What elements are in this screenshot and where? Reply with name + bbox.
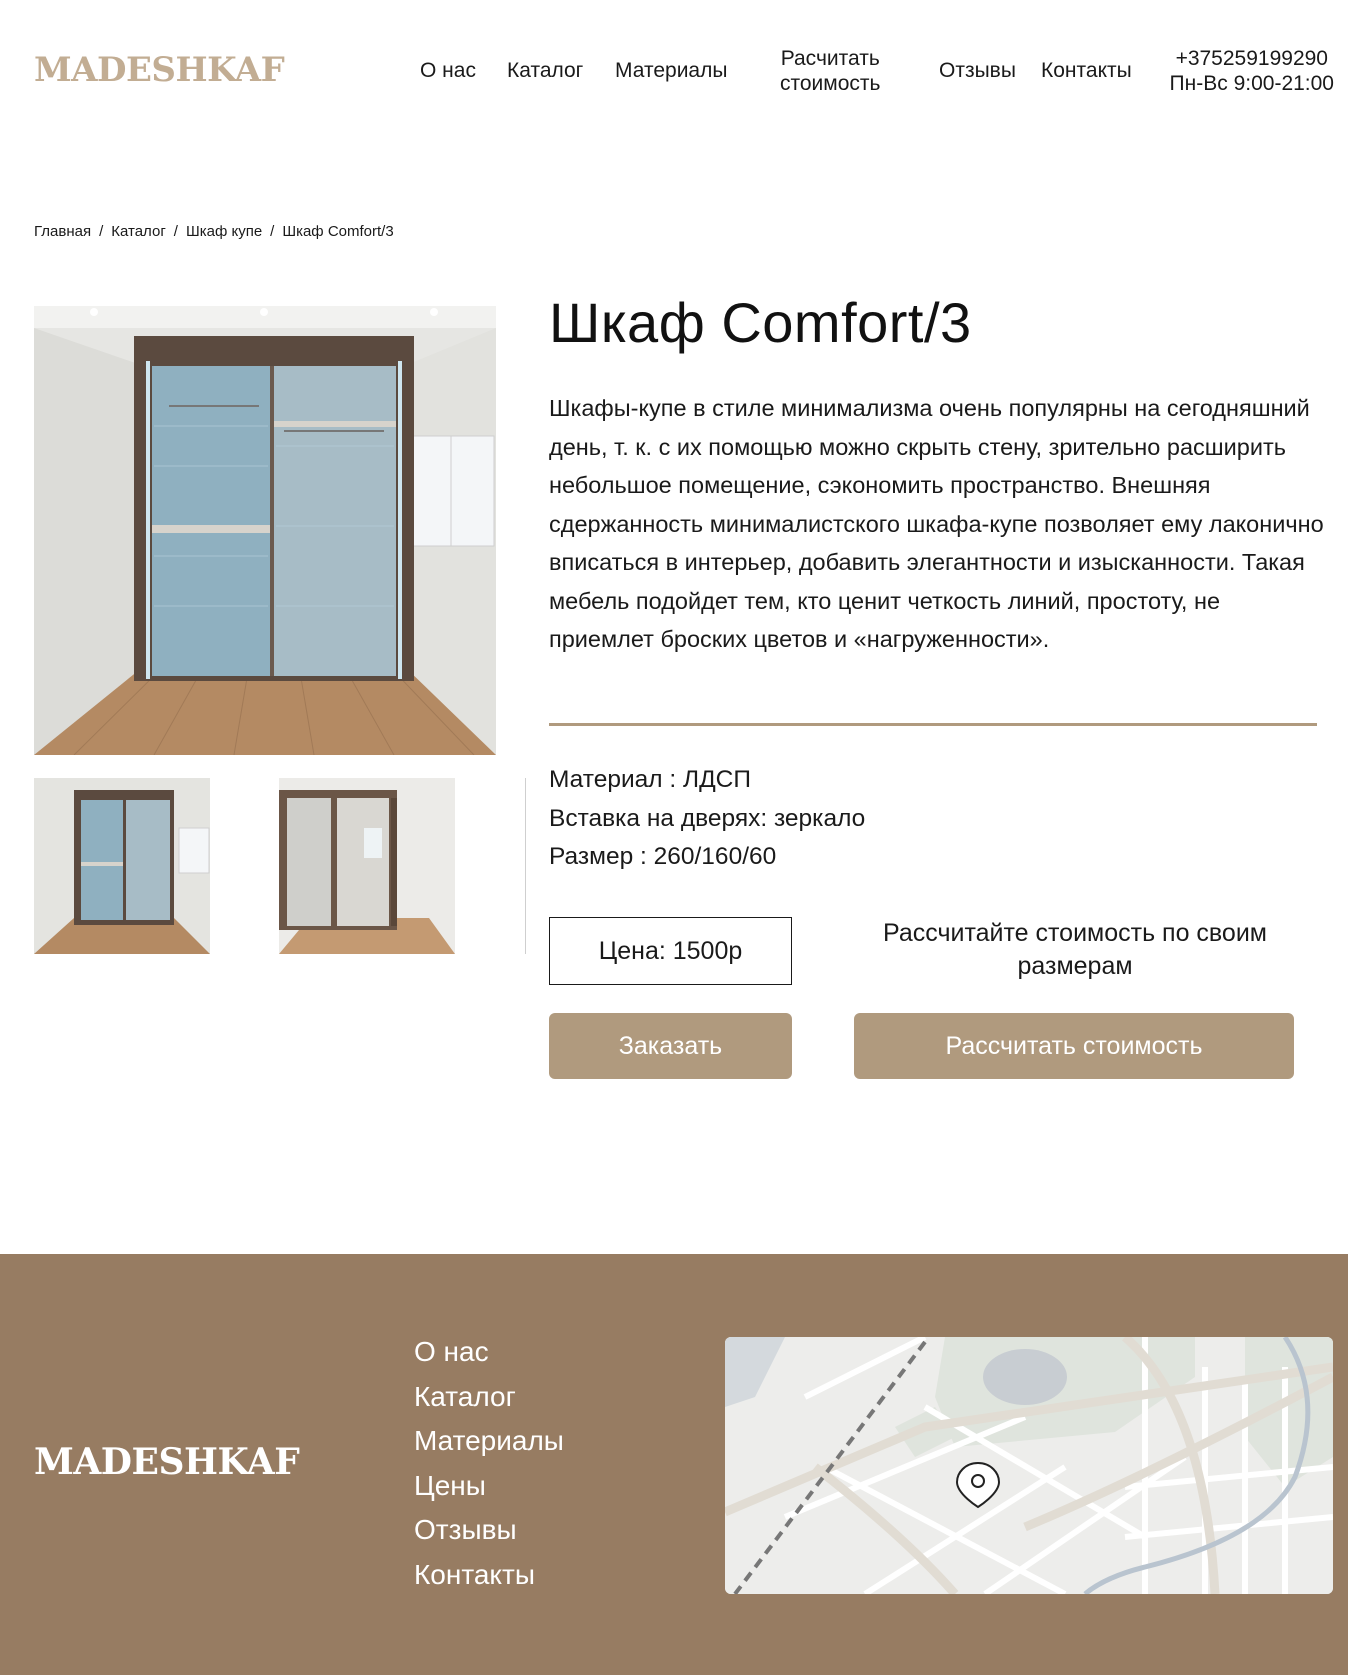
site-header	[0, 0, 1348, 150]
breadcrumb-separator: /	[173, 223, 178, 240]
thumbnail-closed-wardrobe	[279, 778, 455, 954]
footer-link-catalog[interactable]: Каталог	[414, 1380, 516, 1412]
product-description: Шкафы-купе в стиле минимализма очень популярны на сегодняшний день, т. к. с их помощью можно скрыть стену, зрительно расширить небольшое помещение, сэкономить пространство. Внешняя сдержанность минималистского шкафа-купе позволяет ему лаконично вписаться в интерьер, добавить элегантности и изысканности. Такая мебель подойдет тем, кто ценит четкость линий, простоту, не приемлет броских цветов и «нагруженности».	[549, 395, 1324, 652]
spec-material: Материал : ЛДСП	[549, 766, 751, 793]
thumbnail-open-wardrobe	[34, 778, 210, 954]
header-contact	[1170, 46, 1334, 96]
spec-size: Размер : 260/160/60	[549, 843, 777, 870]
nav-calculate-line1: Расчитать	[780, 47, 880, 70]
footer-nav	[414, 1330, 564, 1597]
nav-materials[interactable]: Материалы	[615, 59, 728, 82]
breadcrumb	[34, 223, 394, 240]
footer-link-about[interactable]: О нас	[414, 1336, 489, 1367]
product-specs	[549, 761, 865, 877]
product-thumbnail-1[interactable]	[34, 778, 210, 954]
site-footer	[0, 1254, 1348, 1675]
product-title: Шкаф Comfort/3	[549, 291, 972, 354]
section-divider	[549, 723, 1317, 726]
wardrobe-open-photo	[34, 306, 496, 755]
breadcrumb-category[interactable]: Шкаф купе	[185, 223, 263, 240]
logo[interactable]: MADESHKAF	[34, 50, 285, 90]
thumbnail-divider	[525, 778, 526, 954]
nav-catalog[interactable]: Каталог	[507, 59, 584, 82]
phone-number[interactable]: +375259199290	[1175, 47, 1328, 70]
working-hours: Пн-Вс 9:00-21:00	[1169, 72, 1334, 95]
footer-link-prices[interactable]: Цены	[414, 1469, 486, 1501]
breadcrumb-separator: /	[270, 223, 275, 240]
location-map[interactable]	[725, 1337, 1333, 1594]
footer-logo[interactable]: MADESHKAF	[34, 1441, 300, 1483]
footer-link-reviews[interactable]: Отзывы	[414, 1514, 517, 1545]
breadcrumb-home[interactable]: Главная	[34, 223, 92, 240]
calc-note: Рассчитайте стоимость по своим размерам	[882, 919, 1267, 980]
product-thumbnail-2[interactable]	[279, 778, 455, 954]
product-main-photo[interactable]	[34, 306, 496, 755]
nav-reviews[interactable]: Отзывы	[939, 59, 1016, 82]
footer-link-contacts[interactable]: Контакты	[414, 1558, 535, 1590]
spec-door-insert: Вставка на дверях: зеркало	[549, 804, 866, 832]
breadcrumb-catalog[interactable]: Каталог	[111, 223, 166, 240]
nav-contacts[interactable]: Контакты	[1041, 59, 1132, 82]
order-button[interactable]: Заказать	[549, 1013, 792, 1079]
nav-about[interactable]: О нас	[420, 59, 476, 82]
breadcrumb-separator: /	[99, 223, 104, 240]
nav-calculate[interactable]	[780, 46, 880, 96]
calculate-price-button[interactable]: Рассчитать стоимость	[854, 1013, 1294, 1079]
nav-calculate-line2: стоимость	[780, 72, 881, 95]
map-graphic	[725, 1337, 1333, 1594]
price-box: Цена: 1500р	[549, 917, 792, 985]
footer-link-materials[interactable]: Материалы	[414, 1425, 564, 1456]
breadcrumb-current: Шкаф Comfort/3	[282, 223, 394, 240]
